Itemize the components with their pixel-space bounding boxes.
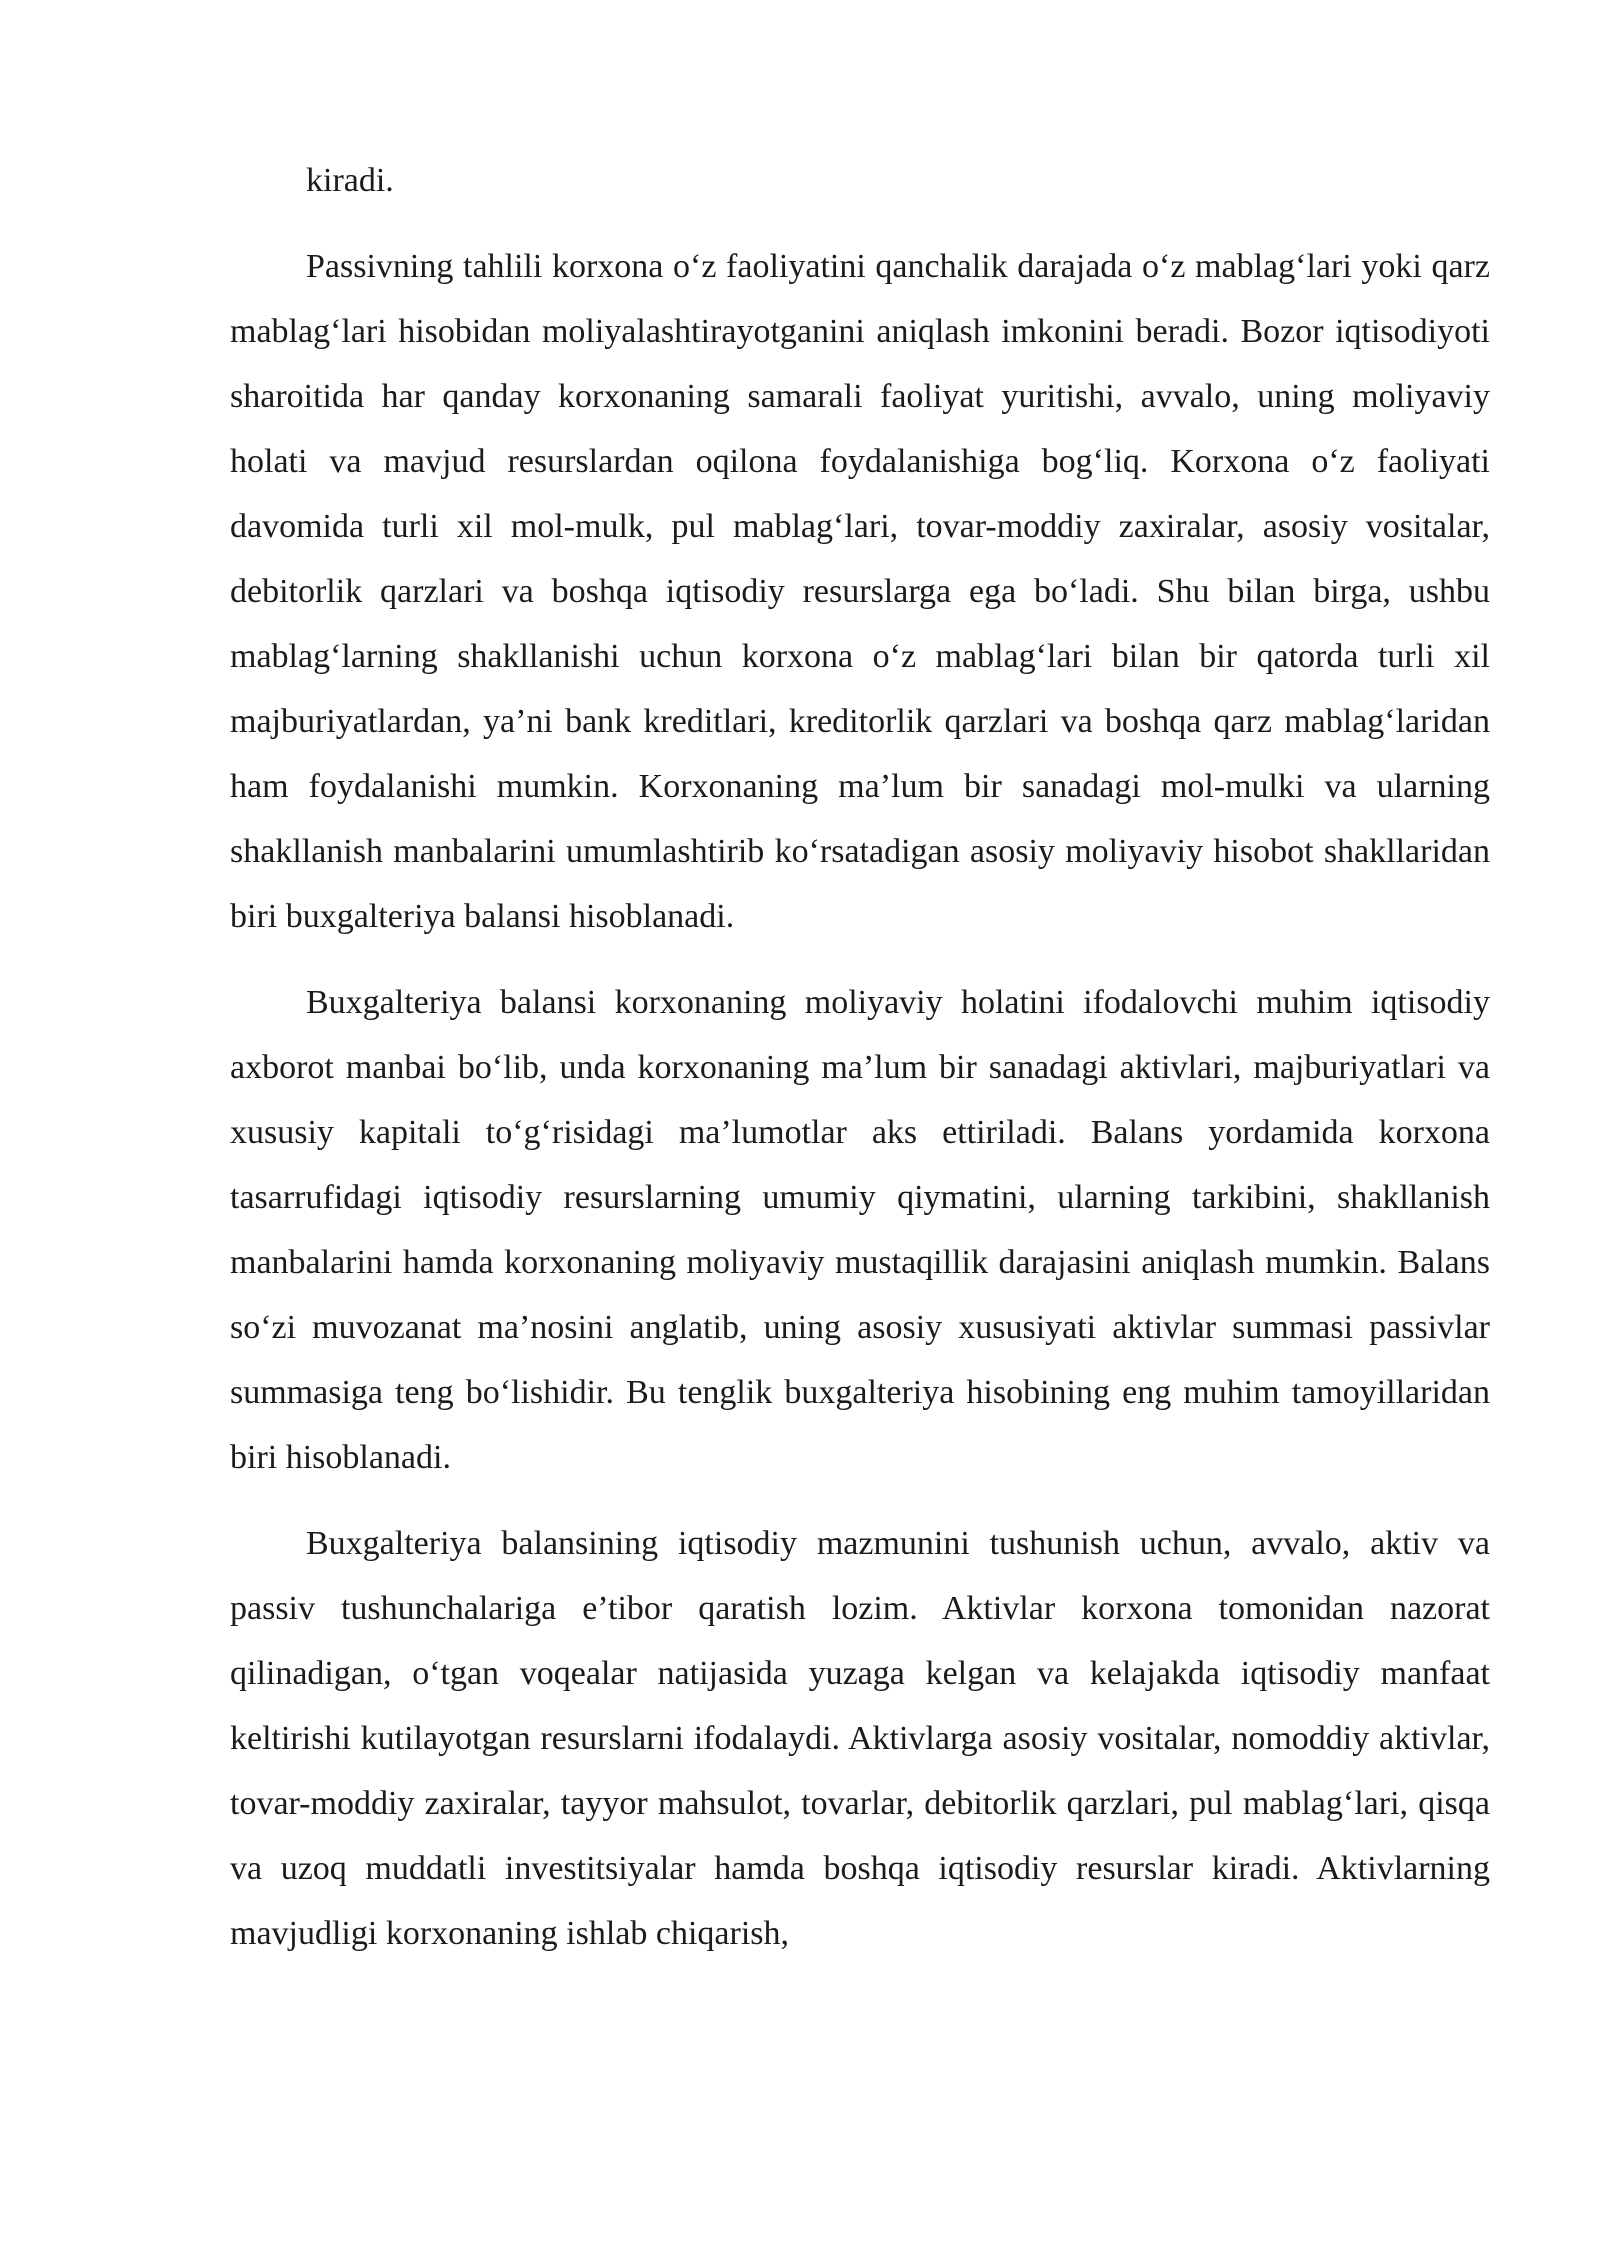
paragraph-passiv-tahlili: Passivning tahlili korxona o‘z faoliyatini qanchalik darajada o‘z mablag‘lari yoki qarz mablag‘lari hisobidan moliyalashtirayotganini aniqlash imkonini beradi. Bozor iqtisodiyoti sharoitida har qanday korxonaning samarali faoliyat yuritishi, avvalo, uning moliyaviy holati va mavjud resurslardan oqilona foydalanishiga bog‘liq. Korxona o‘z faoliyati davomida turli xil mol-mulk, pul mablag‘lari, tovar-moddiy zaxiralar, asosiy vositalar, debitorlik qarzlari va boshqa iqtisodiy resurslarga ega bo‘ladi. Shu bilan birga, ushbu mablag‘larning shakllanishi uchun korxona o‘z mablag‘lari bilan bir qatorda turli xil majburiyatlardan, ya’ni bank kreditlari, kreditorlik qarzlari va boshqa qarz mablag‘laridan ham foydalanishi mumkin. Korxonaning ma’lum bir sanadagi mol-mulki va ularning shakllanish manbalarini umumlashtirib ko‘rsatadigan asosiy moliyaviy hisobot shakllaridan biri buxgalteriya balansi hisoblanadi.	[230, 248, 1490, 935]
document-page	[230, 148, 1490, 1987]
paragraph-aktiv-passiv: Buxgalteriya balansining iqtisodiy mazmunini tushunish uchun, avvalo, aktiv va passiv tushunchalariga e’tibor qaratish lozim. Aktivlar korxona tomonidan nazorat qilinadigan, o‘tgan voqealar natijasida yuzaga kelgan va kelajakda iqtisodiy manfaat keltirishi kutilayotgan resurslarni ifodalaydi. Aktivlarga asosiy vositalar, nomoddiy aktivlar, tovar-moddiy zaxiralar, tayyor mahsulot, tovarlar, debitorlik qarzlari, pul mablag‘lari, qisqa va uzoq muddatli investitsiyalar hamda boshqa iqtisodiy resurslar kiradi. Aktivlarning mavjudligi korxonaning ishlab chiqarish,	[230, 1525, 1490, 1952]
paragraph-continuation: kiradi.	[306, 162, 394, 199]
paragraph-buxgalteriya-balansi: Buxgalteriya balansi korxonaning moliyaviy holatini ifodalovchi muhim iqtisodiy axborot manbai bo‘lib, unda korxonaning ma’lum bir sanadagi aktivlari, majburiyatlari va xususiy kapitali to‘g‘risidagi ma’lumotlar aks ettiriladi. Balans yordamida korxona tasarrufidagi iqtisodiy resurslarning umumiy qiymatini, ularning tarkibini, shakllanish manbalarini hamda korxonaning moliyaviy mustaqillik darajasini aniqlash mumkin. Balans so‘zi muvozanat ma’nosini anglatib, uning asosiy xususiyati aktivlar summasi passivlar summasiga teng bo‘lishidir. Bu tenglik buxgalteriya hisobining eng muhim tamoyillaridan biri hisoblanadi.	[230, 984, 1490, 1476]
